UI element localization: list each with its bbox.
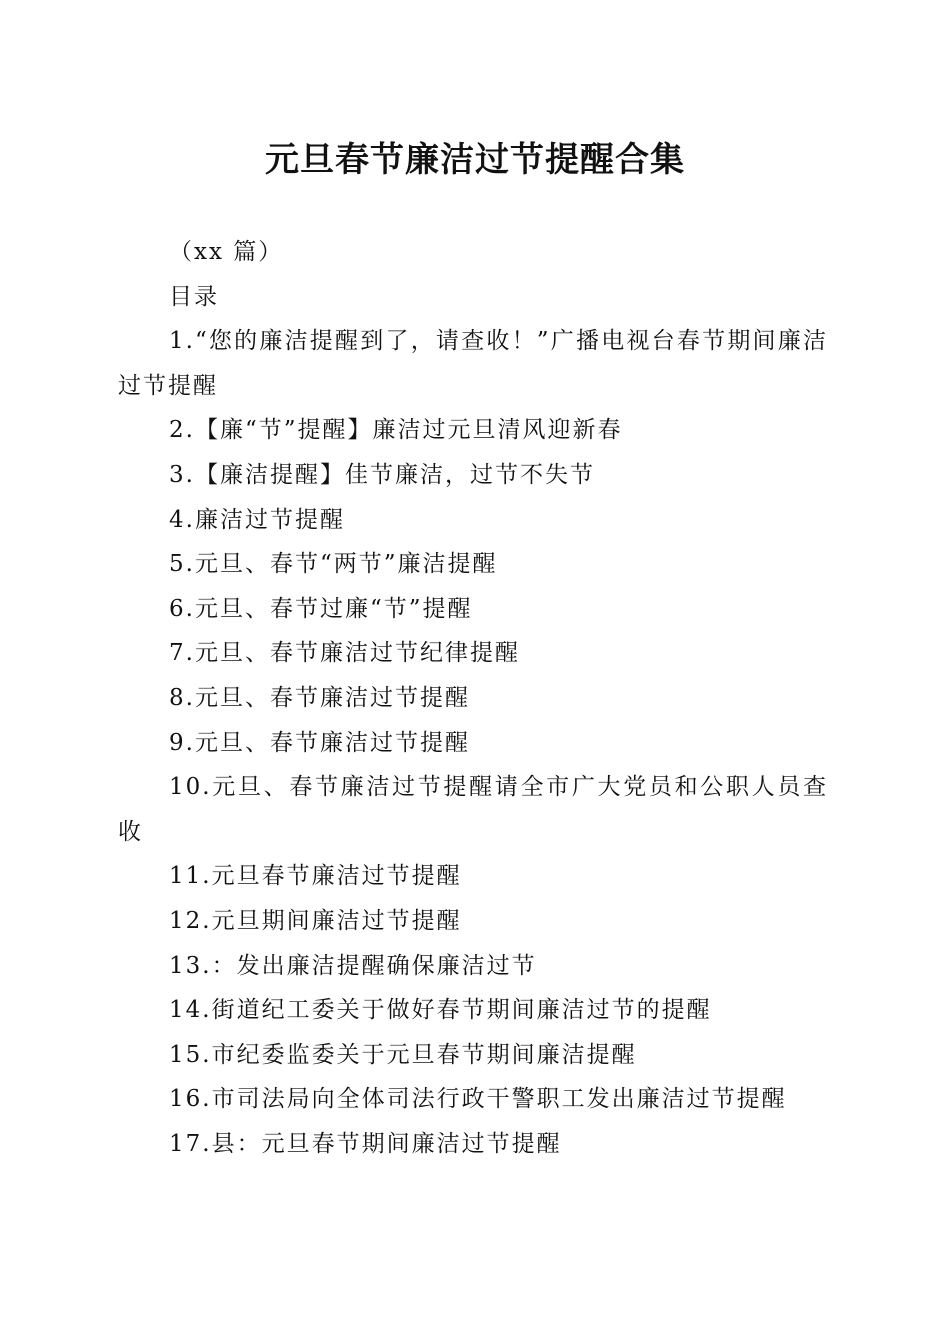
toc-item: 10.元旦、春节廉洁过节提醒请全市广大党员和公职人员查收 xyxy=(118,774,828,845)
toc-item: 16.市司法局向全体司法行政干警职工发出廉洁过节提醒 xyxy=(169,1086,787,1113)
toc-item: 7.元旦、春节廉洁过节纪律提醒 xyxy=(169,640,520,667)
count-note: （xx 篇） xyxy=(169,239,284,265)
toc-item: 14.街道纪工委关于做好春节期间廉洁过节的提醒 xyxy=(169,997,712,1024)
toc-item: 9.元旦、春节廉洁过节提醒 xyxy=(169,729,470,756)
toc-item: 2.【廉“节”提醒】廉洁过元旦清风迎新春 xyxy=(169,417,623,444)
toc-item: 3.【廉洁提醒】佳节廉洁，过节不失节 xyxy=(169,461,595,488)
toc-item: 8.元旦、春节廉洁过节提醒 xyxy=(169,684,470,711)
toc-item: 5.元旦、春节“两节”廉洁提醒 xyxy=(169,551,498,578)
toc-item: 17.县：元旦春节期间廉洁过节提醒 xyxy=(169,1130,562,1157)
document-title: 元旦春节廉洁过节提醒合集 xyxy=(265,140,685,180)
toc-item: 4.廉洁过节提醒 xyxy=(169,506,345,533)
toc-heading: 目录 xyxy=(169,283,219,310)
toc-item: 6.元旦、春节过廉“节”提醒 xyxy=(169,595,473,622)
toc-item: 1.“您的廉洁提醒到了，请查收！”广播电视台春节期间廉洁过节提醒 xyxy=(118,328,828,399)
document-body xyxy=(118,230,828,1166)
toc-item: 15.市纪委监委关于元旦春节期间廉洁提醒 xyxy=(169,1041,637,1068)
toc-item: 11.元旦春节廉洁过节提醒 xyxy=(169,863,462,890)
toc-item: 12.元旦期间廉洁过节提醒 xyxy=(169,907,462,934)
toc-item: 13.：发出廉洁提醒确保廉洁过节 xyxy=(169,952,537,979)
